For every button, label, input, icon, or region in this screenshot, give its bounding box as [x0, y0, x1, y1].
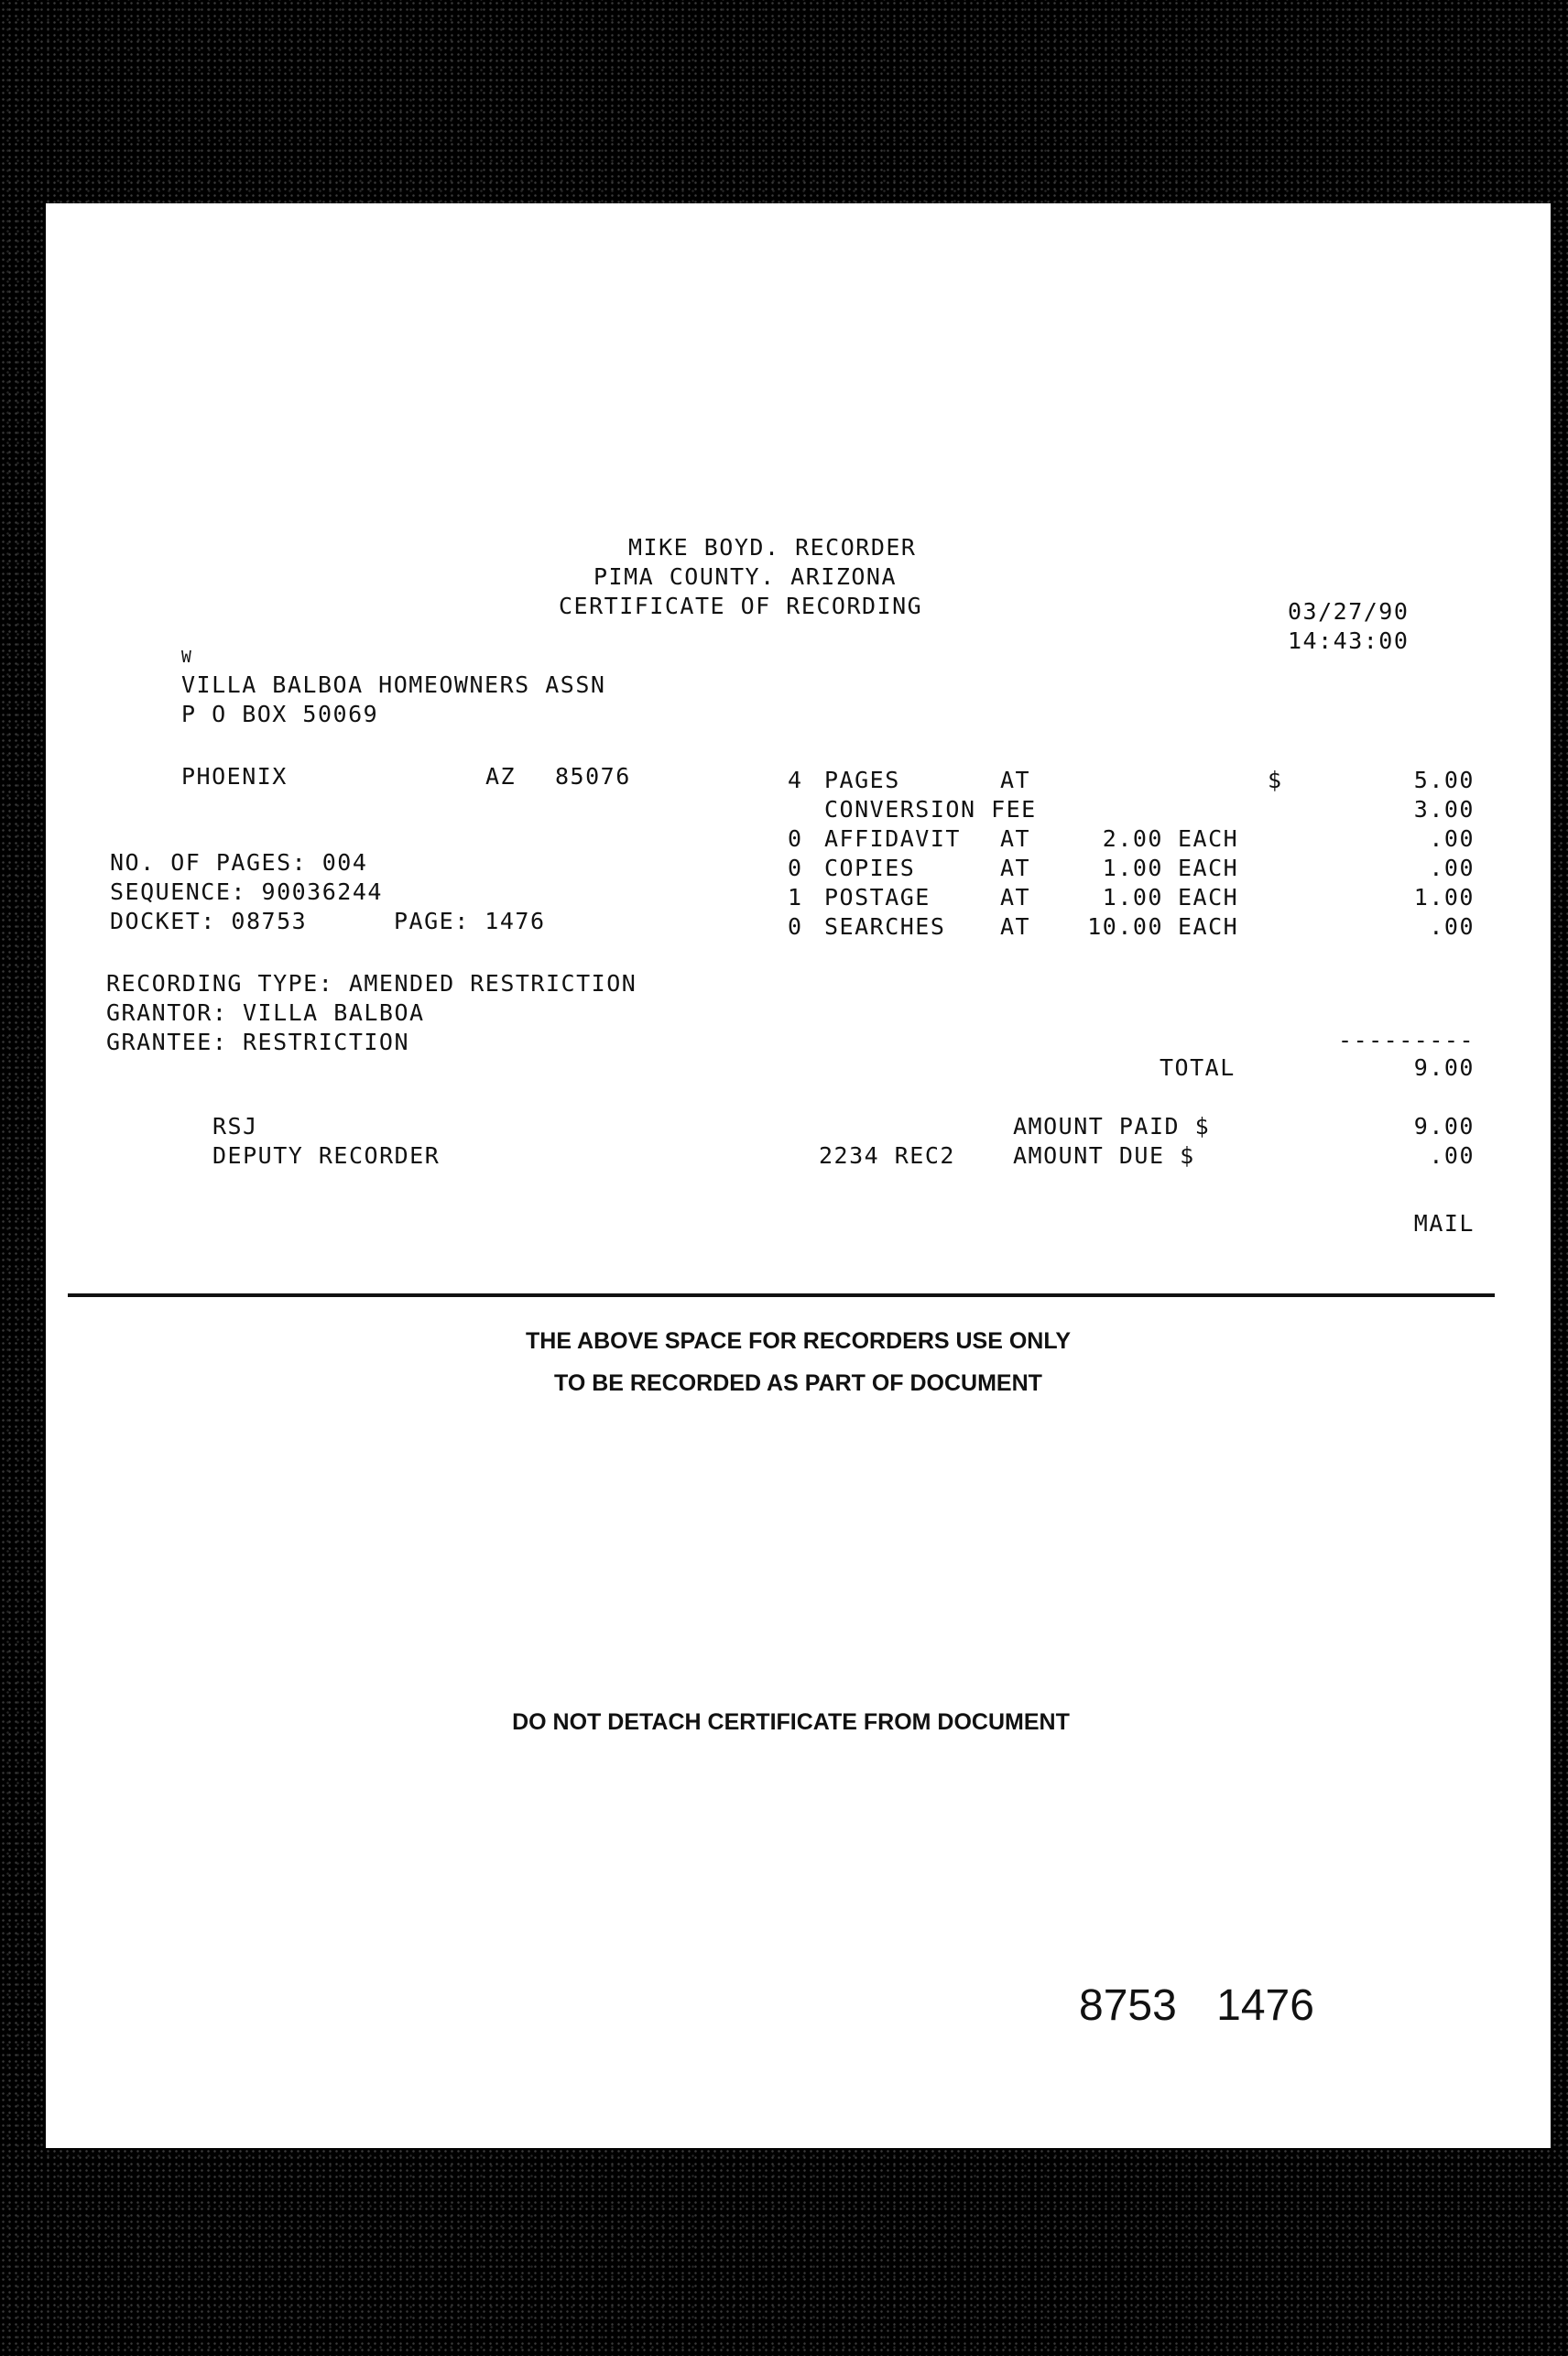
- fee-qty: 0: [788, 855, 803, 881]
- fee-qty: 4: [788, 767, 803, 793]
- docket-number: DOCKET: 08753: [110, 908, 308, 934]
- certificate-title: CERTIFICATE OF RECORDING: [559, 593, 923, 619]
- do-not-detach-notice: DO NOT DETACH CERTIFICATE FROM DOCUMENT: [512, 1709, 1070, 1735]
- fee-amount: 1.00: [1413, 884, 1475, 911]
- fee-at: AT: [1000, 884, 1031, 911]
- fee-amount: .00: [1429, 913, 1475, 940]
- grantor: GRANTOR: VILLA BALBOA: [106, 999, 425, 1026]
- fee-rate: 2.00: [1102, 825, 1163, 852]
- fee-qty: 0: [788, 825, 803, 852]
- recording-type: RECORDING TYPE: AMENDED RESTRICTION: [106, 970, 637, 997]
- address-mark: W: [181, 648, 193, 667]
- receipt-number: 2234 REC2: [819, 1142, 955, 1169]
- fee-amount: .00: [1429, 825, 1475, 852]
- fee-qty: 1: [788, 884, 803, 911]
- fee-item: POSTAGE: [824, 884, 931, 911]
- deputy-title: DEPUTY RECORDER: [212, 1142, 441, 1169]
- total-label: TOTAL: [1160, 1054, 1236, 1081]
- divider-line: [68, 1293, 1495, 1297]
- certificate-page: [46, 203, 1551, 2148]
- record-date: 03/27/90: [1288, 598, 1410, 625]
- sequence-number: SEQUENCE: 90036244: [110, 878, 383, 905]
- recorder-name: MIKE BOYD. RECORDER: [628, 534, 917, 561]
- fee-item: SEARCHES: [824, 913, 946, 940]
- total-amount: 9.00: [1413, 1054, 1475, 1081]
- addressee-name: VILLA BALBOA HOMEOWNERS ASSN: [181, 671, 606, 698]
- record-time: 14:43:00: [1288, 627, 1410, 654]
- fee-rate: 1.00: [1102, 884, 1163, 911]
- fee-amount: 3.00: [1413, 796, 1475, 823]
- recorder-use-notice: THE ABOVE SPACE FOR RECORDERS USE ONLY: [526, 1328, 1071, 1354]
- fee-item: COPIES: [824, 855, 916, 881]
- fee-rate: 10.00: [1087, 913, 1163, 940]
- fee-each: EACH: [1178, 855, 1239, 881]
- dollar-sign: $: [1268, 767, 1283, 793]
- total-rule: ---------: [1338, 1027, 1475, 1053]
- handwritten-docket-page: [1079, 1980, 1314, 2031]
- handwritten-docket: 8753: [1079, 1981, 1177, 2030]
- deputy-initials: RSJ: [212, 1113, 258, 1140]
- fee-item: PAGES: [824, 767, 900, 793]
- fee-item: CONVERSION FEE: [824, 796, 1037, 823]
- fee-rate: 1.00: [1102, 855, 1163, 881]
- fee-at: AT: [1000, 825, 1031, 852]
- docket-page: PAGE: 1476: [394, 908, 546, 934]
- amount-paid-label: AMOUNT PAID $: [1013, 1113, 1211, 1140]
- grantee: GRANTEE: RESTRICTION: [106, 1029, 410, 1055]
- fee-amount: 5.00: [1413, 767, 1475, 793]
- addressee-state: AZ: [485, 763, 517, 790]
- handwritten-page: 1476: [1216, 1981, 1314, 2030]
- fee-each: EACH: [1178, 825, 1239, 852]
- number-of-pages: NO. OF PAGES: 004: [110, 849, 368, 876]
- fee-at: AT: [1000, 913, 1031, 940]
- county-state: PIMA COUNTY. ARIZONA: [593, 563, 898, 590]
- fee-qty: 0: [788, 913, 803, 940]
- fee-item: AFFIDAVIT: [824, 825, 961, 852]
- amount-due: .00: [1429, 1142, 1475, 1169]
- addressee-zip: 85076: [555, 763, 631, 790]
- fee-each: EACH: [1178, 913, 1239, 940]
- fee-at: AT: [1000, 767, 1031, 793]
- amount-due-label: AMOUNT DUE $: [1013, 1142, 1195, 1169]
- part-of-document-notice: TO BE RECORDED AS PART OF DOCUMENT: [554, 1370, 1042, 1396]
- amount-paid: 9.00: [1413, 1113, 1475, 1140]
- fee-each: EACH: [1178, 884, 1239, 911]
- delivery-method: MAIL: [1413, 1210, 1475, 1237]
- addressee-box: P O BOX 50069: [181, 701, 379, 727]
- fee-at: AT: [1000, 855, 1031, 881]
- fee-amount: .00: [1429, 855, 1475, 881]
- addressee-city: PHOENIX: [181, 763, 288, 790]
